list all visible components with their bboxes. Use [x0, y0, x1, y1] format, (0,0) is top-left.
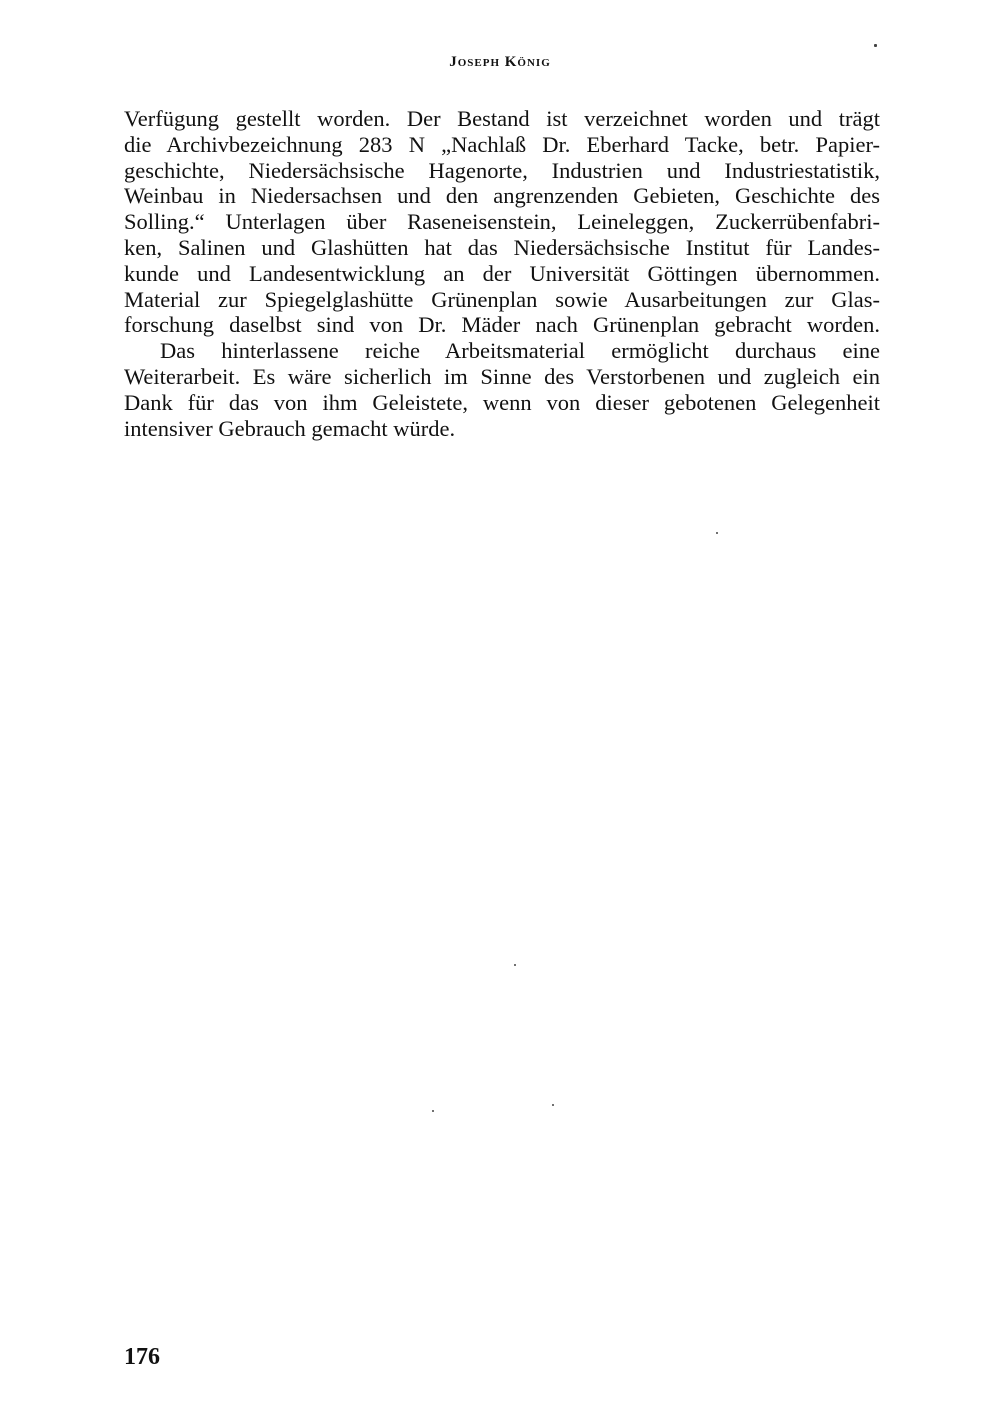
scan-speck	[514, 964, 516, 966]
paragraph-2	[124, 338, 880, 441]
text-line: kunde und Landesentwicklung an der Universität Göttingen übernommen.	[124, 260, 880, 286]
text-line: intensiver Gebrauch gemacht würde.	[124, 415, 456, 441]
text-line: forschung daselbst sind von Dr. Mäder nach Grünenplan gebracht worden.	[124, 312, 880, 338]
text-line: Weiterarbeit. Es wäre sicherlich im Sinne des Verstorbenen und zugleich ein	[124, 363, 880, 389]
text-line: Material zur Spiegelglashütte Grünenplan sowie Ausarbeitungen zur Glas-	[124, 286, 880, 312]
scan-speck	[874, 44, 877, 47]
text-line: Weinbau in Niedersachsen und den angrenzenden Gebieten, Geschichte des	[124, 183, 880, 209]
paragraph-1	[124, 106, 880, 338]
text-line: Dank für das von ihm Geleistete, wenn von dieser gebotenen Gelegenheit	[124, 389, 880, 415]
text-line: Das hinterlassene reiche Arbeitsmaterial ermöglicht durchaus eine	[160, 338, 880, 364]
text-line: Solling.“ Unterlagen über Raseneisenstein, Leineleggen, Zuckerrübenfabri-	[124, 209, 880, 235]
text-line: die Archivbezeichnung 283 N „Nachlaß Dr. Eberhard Tacke, betr. Papier-	[124, 131, 880, 157]
running-head: Joseph König	[449, 54, 551, 70]
scan-speck	[432, 1110, 434, 1112]
text-line: Verfügung gestellt worden. Der Bestand ist verzeichnet worden und trägt	[124, 106, 880, 131]
scan-speck	[552, 1104, 554, 1106]
text-line: ken, Salinen und Glashütten hat das Niedersächsische Institut für Landes-	[124, 234, 880, 260]
scan-speck	[716, 532, 718, 534]
page-number: 176	[124, 1344, 160, 1370]
text-line: geschichte, Niedersächsische Hagenorte, Industrien und Industriestatistik,	[124, 157, 880, 183]
body-text	[124, 106, 880, 441]
